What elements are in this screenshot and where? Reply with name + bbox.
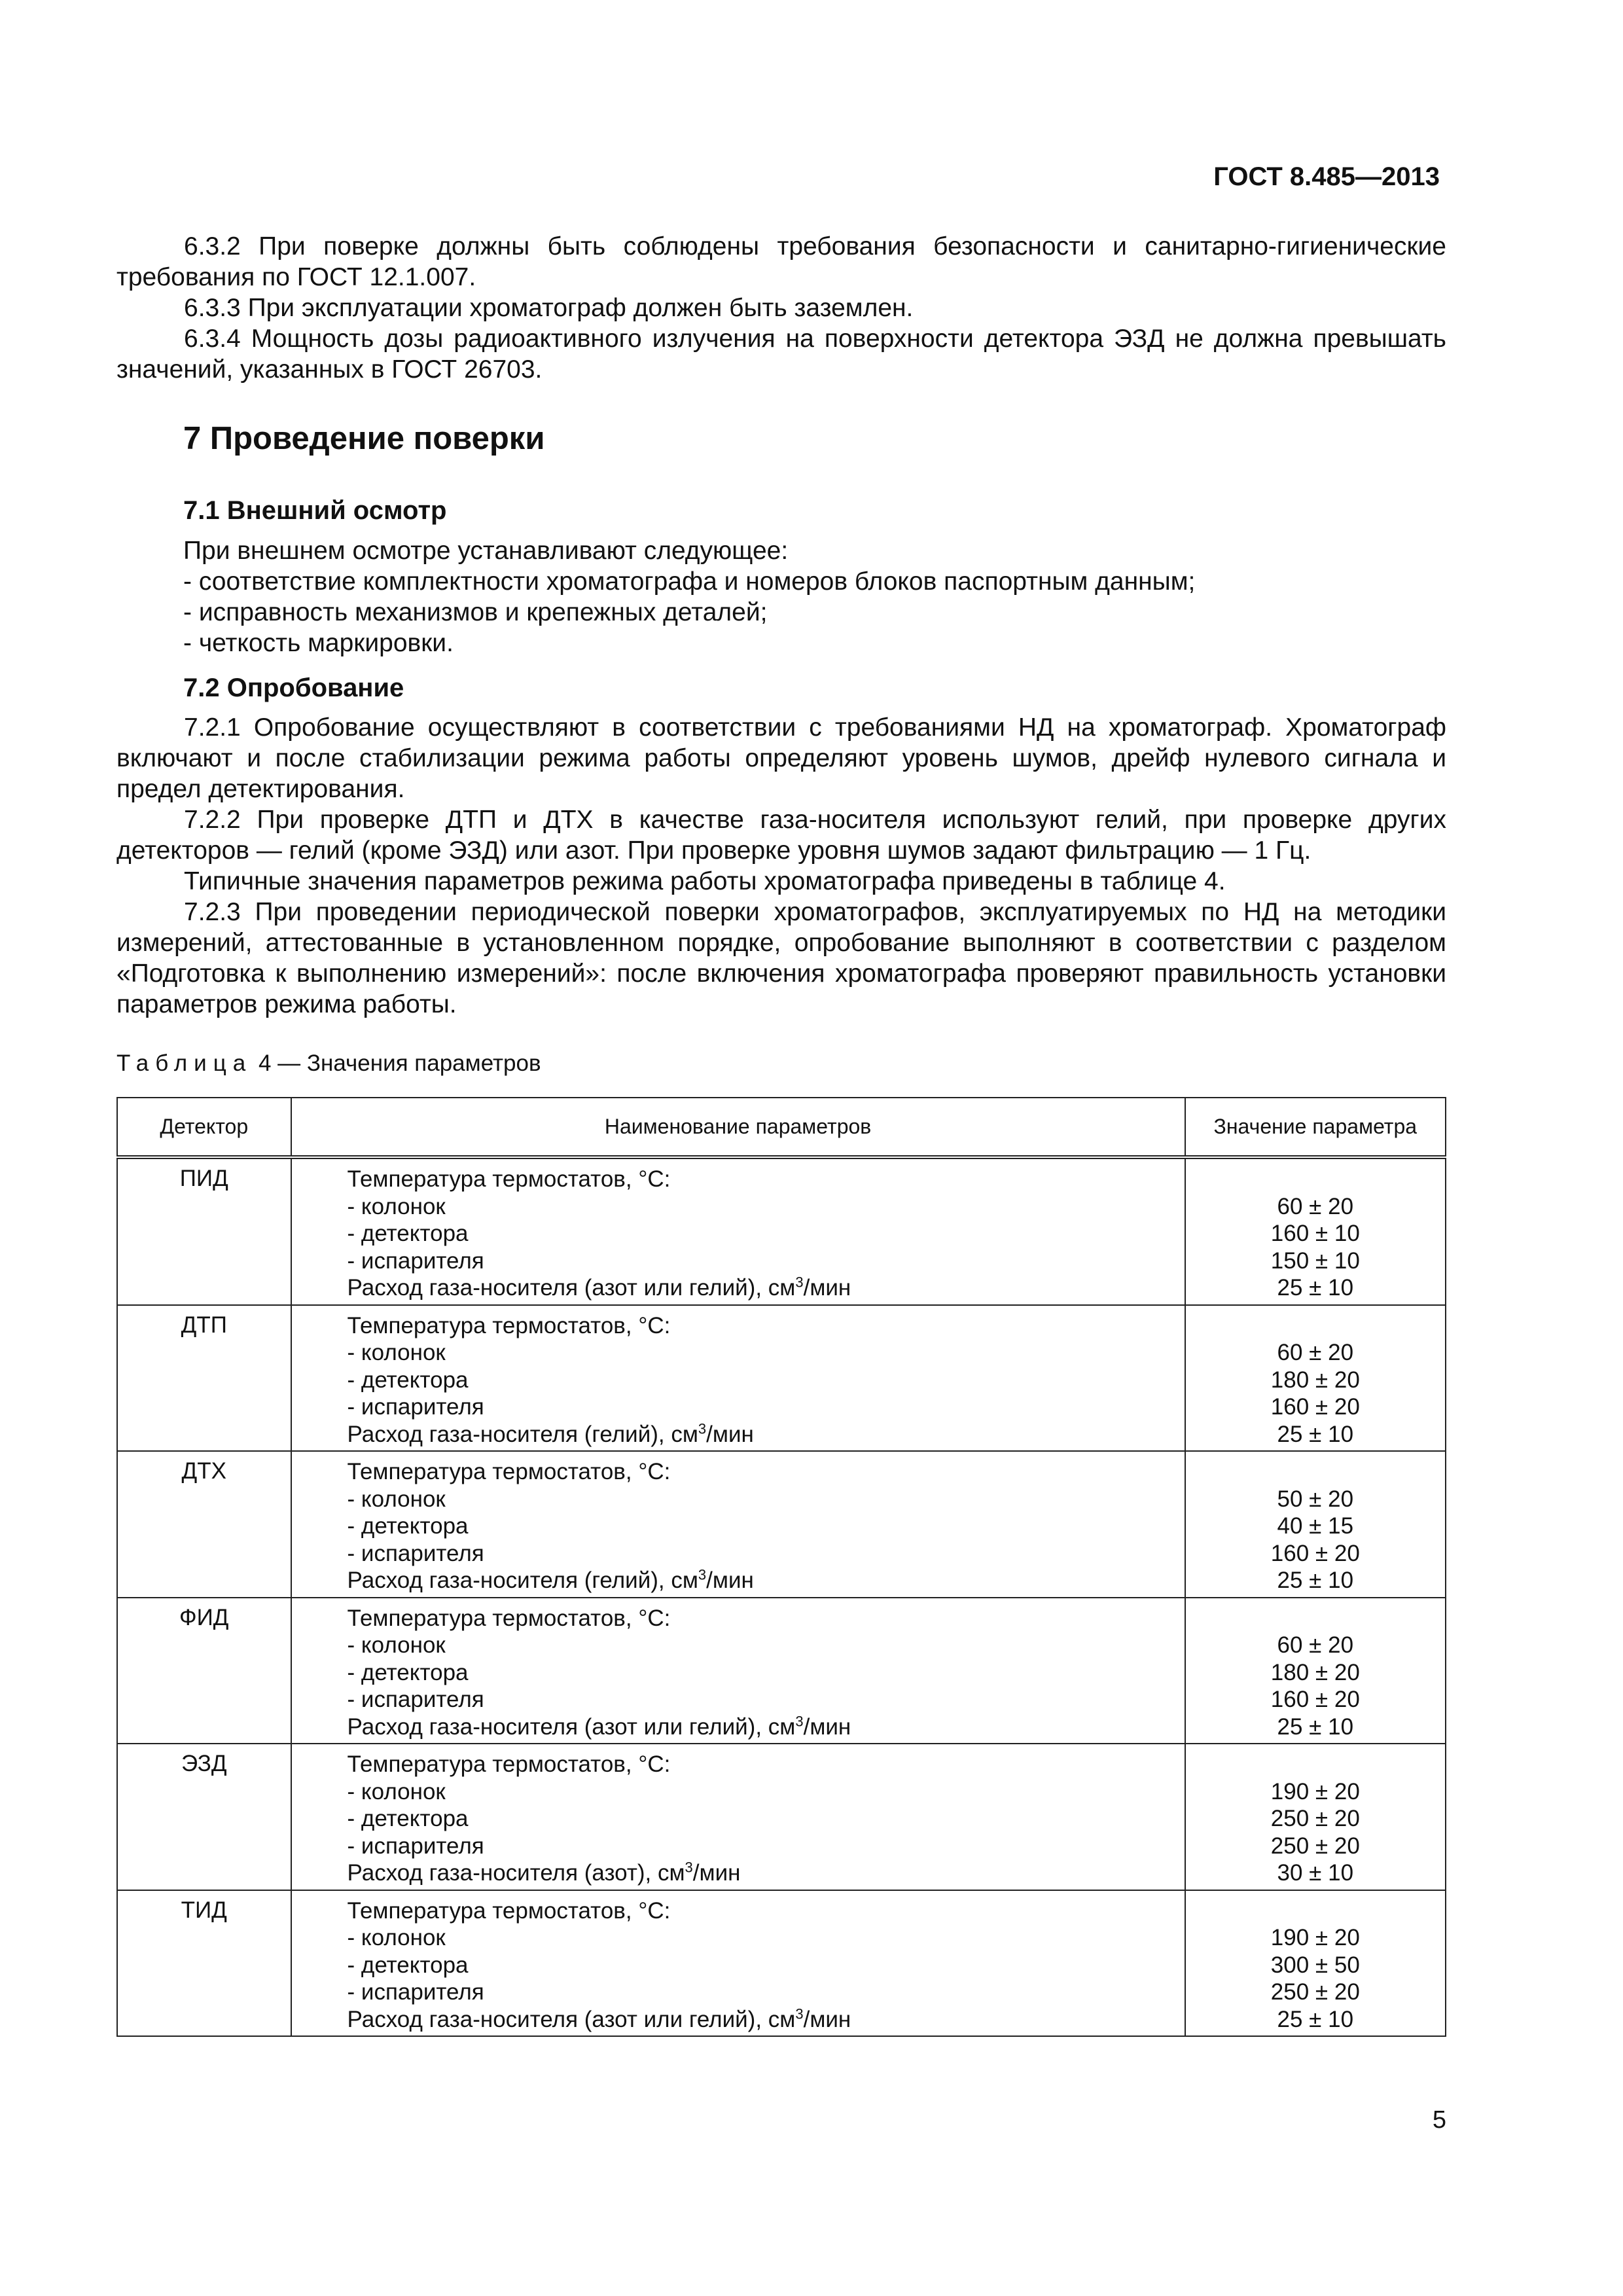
parameter-value: 40 ± 15 (1277, 1513, 1354, 1539)
parameter-value: 60 ± 20 (1277, 1193, 1354, 1219)
param-head: Температура термостатов, °С: (347, 1897, 671, 1924)
param-item: - колонок (347, 1632, 446, 1658)
flow-label: Расход газа-носителя (гелий), см (347, 1568, 698, 1593)
param-item: - испарителя (347, 1979, 484, 2005)
flow-label: Расход газа-носителя (азот или гелий), см (347, 2006, 796, 2032)
param-item: - испарителя (347, 1833, 484, 1859)
table-row (117, 1890, 1446, 2037)
parameter-value: 180 ± 20 (1270, 1367, 1360, 1393)
table-row (117, 1598, 1446, 1744)
param-item: - детектора (347, 1659, 469, 1685)
paragraph-table-ref: Типичные значения параметров режима работы хроматографа приведены в таблице 4. (184, 867, 1226, 895)
paragraph-7-2-1: 7.2.1 Опробование осуществляют в соответствии с требованиями НД на хроматограф. Хроматограф включают и после стабилизации режима работы определяют уровень шумов, дрейф нулевого сигнала и предел детектирования. (116, 713, 1446, 803)
parameter-value: 25 ± 10 (1277, 1421, 1354, 1447)
detector-cell: ЭЗД (117, 1744, 291, 1890)
parameter-values-cell (1185, 1598, 1446, 1744)
parameter-values-cell (1185, 1744, 1446, 1890)
parameter-value: 160 ± 20 (1270, 1394, 1360, 1420)
flow-unit-tail: /мин (803, 1713, 851, 1740)
parameter-value: 190 ± 20 (1270, 1925, 1360, 1950)
param-item: - испарителя (347, 1247, 484, 1274)
value-spacer (1186, 1458, 1445, 1486)
parameter-value: 180 ± 20 (1270, 1659, 1360, 1685)
param-flow (348, 2006, 1185, 2034)
section-6-text (116, 231, 1446, 385)
param-item: - испарителя (347, 1540, 484, 1566)
param-flow (348, 1274, 1185, 1302)
table-caption-label: Таблица (116, 1050, 253, 1076)
detector-cell: ФИД (117, 1598, 291, 1744)
subsection-7-2-text (116, 712, 1446, 1020)
subsection-7-2-title: 7.2 Опробование (183, 673, 404, 702)
param-item: - колонок (347, 1925, 446, 1950)
cubic-superscript: 3 (795, 1274, 804, 1291)
parameter-value: 30 ± 10 (1277, 1860, 1354, 1886)
param-item: - детектора (347, 1806, 469, 1831)
parameter-value: 25 ± 10 (1277, 1713, 1354, 1740)
detector-cell: ПИД (117, 1157, 291, 1305)
param-flow (348, 1713, 1185, 1741)
inspection-intro: При внешнем осмотре устанавливают следующее: (183, 537, 789, 565)
param-item: - испарителя (347, 1687, 484, 1712)
parameter-value: 25 ± 10 (1277, 2006, 1354, 2032)
cubic-superscript: 3 (795, 2005, 804, 2022)
parameter-names-cell (291, 1890, 1185, 2037)
parameters-table (116, 1097, 1446, 2037)
subsection-7-1-title: 7.1 Внешний осмотр (183, 496, 447, 525)
parameter-values-cell (1185, 1305, 1446, 1452)
param-item: - детектора (347, 1952, 469, 1978)
parameter-value: 250 ± 20 (1270, 1806, 1360, 1831)
paragraph-6-3-2: 6.3.2 При поверке должны быть соблюдены требования безопасности и санитарно-гигиенические требования по ГОСТ 12.1.007. (116, 232, 1446, 291)
flow-label: Расход газа-носителя (азот или гелий), см (347, 1275, 796, 1300)
parameter-values-cell (1185, 1157, 1446, 1305)
cubic-superscript: 3 (698, 1420, 707, 1437)
table-header-row (117, 1098, 1446, 1157)
parameter-value: 300 ± 50 (1270, 1952, 1360, 1978)
table-row (117, 1157, 1446, 1305)
param-item: - детектора (347, 1221, 469, 1246)
flow-label: Расход газа-носителя (азот или гелий), см (347, 1713, 796, 1740)
param-item: - колонок (347, 1340, 446, 1365)
cubic-superscript: 3 (685, 1859, 693, 1876)
page-number: 5 (1432, 2106, 1446, 2134)
inspection-item: - соответствие комплектности хроматографа и номеров блоков паспортным данным; (183, 567, 1196, 596)
column-header-parameters: Наименование параметров (291, 1098, 1185, 1157)
parameter-value: 60 ± 20 (1277, 1340, 1354, 1365)
flow-label: Расход газа-носителя (азот), см (347, 1860, 685, 1886)
param-head: Температура термостатов, °С: (347, 1605, 671, 1631)
flow-unit-tail: /мин (692, 1860, 741, 1886)
paragraph-6-3-3: 6.3.3 При эксплуатации хроматограф должен быть заземлен. (184, 294, 914, 322)
parameter-value: 160 ± 20 (1270, 1540, 1360, 1566)
parameter-value: 50 ± 20 (1277, 1486, 1354, 1512)
detector-cell: ДТХ (117, 1451, 291, 1598)
paragraph-6-3-4: 6.3.4 Мощность дозы радиоактивного излучения на поверхности детектора ЭЗД не должна превышать значений, указанных в ГОСТ 26703. (116, 325, 1446, 384)
parameter-value: 160 ± 10 (1270, 1221, 1360, 1246)
param-item: - колонок (347, 1193, 446, 1219)
param-flow (348, 1421, 1185, 1448)
parameter-names-cell (291, 1157, 1185, 1305)
document-header: ГОСТ 8.485—2013 (1213, 162, 1440, 191)
flow-label: Расход газа-носителя (гелий), см (347, 1421, 698, 1447)
flow-unit-tail: /мин (706, 1421, 754, 1447)
param-head: Температура термостатов, °С: (347, 1751, 671, 1777)
parameter-names-cell (291, 1744, 1185, 1890)
flow-unit-tail: /мин (803, 1275, 851, 1300)
param-item: - детектора (347, 1513, 469, 1539)
table-caption-text: 4 — Значения параметров (258, 1050, 541, 1076)
parameter-names-cell (291, 1305, 1185, 1452)
inspection-item: - четкость маркировки. (183, 629, 454, 657)
inspection-item: - исправность механизмов и крепежных деталей; (183, 598, 768, 626)
param-head: Температура термостатов, °С: (347, 1166, 671, 1192)
param-item: - детектора (347, 1367, 469, 1393)
parameter-value: 25 ± 10 (1277, 1275, 1354, 1300)
detector-cell: ТИД (117, 1890, 291, 2037)
subsection-7-1-text (183, 535, 1446, 658)
table-row (117, 1744, 1446, 1890)
param-head: Температура термостатов, °С: (347, 1459, 671, 1484)
value-spacer (1186, 1166, 1445, 1193)
cubic-superscript: 3 (698, 1566, 707, 1583)
parameter-names-cell (291, 1451, 1185, 1598)
column-header-value: Значение параметра (1185, 1098, 1446, 1157)
column-header-detector: Детектор (117, 1098, 291, 1157)
value-spacer (1186, 1605, 1445, 1632)
paragraph-7-2-2: 7.2.2 При проверке ДТП и ДТХ в качестве газа-носителя используют гелий, при проверке других детекторов — гелий (кроме ЭЗД) или азот. При проверке уровня шумов задают фильтрацию — 1 Гц. (116, 806, 1446, 865)
parameter-value: 150 ± 10 (1270, 1247, 1360, 1274)
section-7-title: 7 Проведение поверки (183, 421, 545, 456)
table-caption (116, 1050, 541, 1077)
table-row (117, 1451, 1446, 1598)
parameter-value: 250 ± 20 (1270, 1833, 1360, 1859)
parameter-values-cell (1185, 1451, 1446, 1598)
parameter-values-cell (1185, 1890, 1446, 2037)
flow-unit-tail: /мин (706, 1568, 754, 1593)
param-flow (348, 1567, 1185, 1594)
parameter-value: 60 ± 20 (1277, 1632, 1354, 1658)
parameter-value: 25 ± 10 (1277, 1568, 1354, 1593)
param-item: - испарителя (347, 1394, 484, 1420)
param-item: - колонок (347, 1486, 446, 1512)
cubic-superscript: 3 (795, 1712, 804, 1729)
detector-cell: ДТП (117, 1305, 291, 1452)
value-spacer (1186, 1312, 1445, 1340)
parameter-names-cell (291, 1598, 1185, 1744)
param-flow (348, 1859, 1185, 1887)
value-spacer (1186, 1751, 1445, 1778)
flow-unit-tail: /мин (803, 2006, 851, 2032)
paragraph-7-2-3: 7.2.3 При проведении периодической поверки хроматографов, эксплуатируемых по НД на методики измерений, аттестованные в установленном порядке, опробование выполняют в соответствии с разделом «Подготовка к выполнению измерений»: после включения хроматографа проверяют правильность установки параметров режима работы. (116, 898, 1446, 1018)
parameter-value: 250 ± 20 (1270, 1979, 1360, 2005)
parameter-value: 160 ± 20 (1270, 1687, 1360, 1712)
table-row (117, 1305, 1446, 1452)
param-head: Температура термостатов, °С: (347, 1312, 671, 1338)
parameter-value: 190 ± 20 (1270, 1778, 1360, 1804)
value-spacer (1186, 1897, 1445, 1925)
param-item: - колонок (347, 1778, 446, 1804)
